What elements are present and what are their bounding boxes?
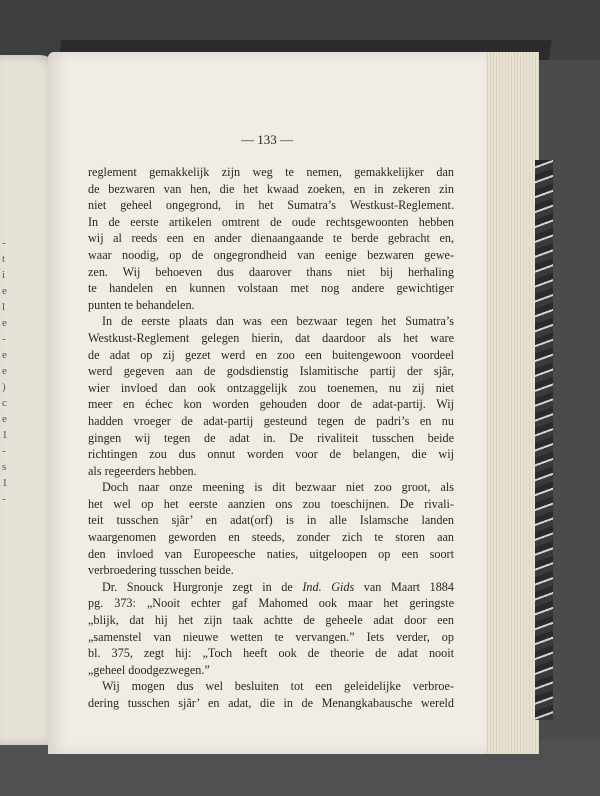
margin-char: - — [2, 237, 6, 249]
margin-char: l — [2, 301, 6, 313]
text-line: niet geheel ongegrond, in het Sumatra’s Westkust-Reglement. — [88, 198, 454, 213]
text-line: Dr. Snouck Hurgronje zegt in de Ind. Gids van Maart 1884 — [102, 579, 454, 594]
text-line: dering tusschen sjâr’ en adat, die in de Menangkabausche wereld — [88, 696, 454, 710]
text-line: te handelen en kunnen volstaan met nog andere gewichtiger — [88, 281, 454, 296]
marbled-cover — [535, 160, 553, 720]
left-page-margin-text — [2, 235, 16, 507]
margin-char: s — [2, 461, 7, 473]
text-line: als regeerders hebben. — [88, 463, 197, 478]
text-line: den invloed van Europeesche naties, uitgeloopen op een soort — [88, 546, 454, 561]
text-line: bl. 375, zegt hij: „Toch heeft ook de theorie de adat nooit — [88, 646, 454, 661]
margin-char: ) — [2, 381, 6, 393]
margin-char: e — [2, 349, 7, 361]
text-line: het wel op het eerste aanzien ons zou toeschijnen. De rivali- — [88, 496, 454, 511]
text-line: verbroedering tusschen beide. — [88, 563, 234, 578]
text-line: Westkust-Reglement gelegen hierin, dat daardoor als het ware — [88, 330, 454, 345]
text-line: pg. 373: „Nooit echter gaf Mahomed ook maar het geringste — [88, 596, 454, 611]
margin-char: - — [2, 493, 6, 505]
margin-char: i — [2, 269, 6, 281]
text-line: In de eerste plaats dan was een bezwaar tegen het Sumatra’s — [102, 314, 454, 329]
text-line: de bezwaren van hen, die het kwaad zoeken, en in zekeren zin — [88, 181, 454, 196]
margin-char: 1 — [2, 429, 8, 441]
margin-char: t — [2, 253, 6, 265]
text-line: meer en échec kon worden gehouden door de adat-partij. Wij — [88, 397, 454, 412]
text-line: reglement gemakkelijk zijn weg te nemen, gemakkelijker dan — [88, 165, 454, 179]
text-line: „samenstel van nieuwe wetten te vervangen.” Iets verder, op — [88, 629, 454, 644]
book-page — [48, 52, 486, 754]
page-number: — 133 — — [241, 132, 293, 147]
text-line: wij al reeds een en ander dienaangaande te berde gebracht en, — [88, 231, 454, 246]
margin-char: - — [2, 333, 6, 345]
text-line: teit tusschen sjâr’ en adat(orf) is in alle Islamsche landen — [88, 513, 454, 528]
margin-char: e — [2, 413, 7, 425]
page-edges — [478, 52, 539, 754]
text-line: zen. Wij behoeven dus daarover thans niet bij herhaling — [88, 264, 454, 279]
margin-char: - — [2, 445, 6, 457]
text-line: werd gegeven aan de godsdienstig Islamitische partij der sjâr, — [88, 364, 454, 379]
text-line: punten te behandelen. — [88, 297, 195, 312]
page-text — [88, 164, 454, 712]
text-line: hadden vroeger de adat-partij gesteund tegen de padri’s en nu — [88, 413, 454, 428]
margin-char: e — [2, 317, 7, 329]
text-line: gingen wij tegen de adat in. De rivaliteit tusschen beide — [88, 430, 454, 445]
text-line: Doch naar onze meening is dit bezwaar niet zoo groot, als — [102, 480, 454, 495]
text-line: richtingen zou dus onnut worden voor de belangen, die wij — [88, 447, 454, 462]
text-line: Wij mogen dus wel besluiten tot een geleidelijke verbroe- — [102, 679, 454, 694]
text-line: „geheel doodgezwegen.” — [88, 662, 210, 677]
margin-char: c — [2, 397, 7, 409]
text-line: de adat op zij gezet werd en zoo een buitengewoon voordeel — [88, 347, 454, 362]
text-line: waargenomen geworden en steeds, zonder zich te storen aan — [88, 530, 454, 545]
margin-char: e — [2, 365, 7, 377]
text-line: waar noodig, op de ongegrondheid van eenige bezwaren gewe- — [88, 247, 454, 262]
text-line: wier invloed dan ook ontzaggelijk zou toenemen, nu zij niet — [88, 380, 454, 395]
text-line: „blijk, dat hij het zijn taak achtte de geheele adat door een — [88, 613, 454, 628]
margin-char: e — [2, 285, 7, 297]
margin-char: 1 — [2, 477, 8, 489]
text-line: In de eerste artikelen omtrent de oude rechtsgewoonten hebben — [88, 214, 454, 229]
